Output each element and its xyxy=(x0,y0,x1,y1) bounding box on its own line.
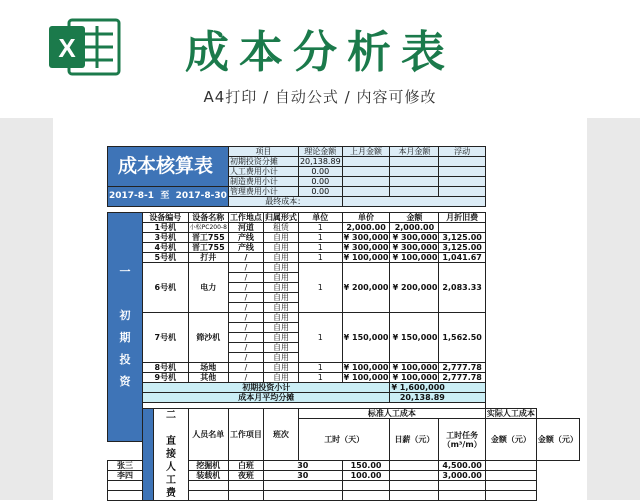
equip-unit[interactable]: 1 xyxy=(298,243,342,253)
equip-price[interactable]: 2,000.00 xyxy=(342,223,390,233)
equip-place[interactable]: / xyxy=(228,263,263,273)
equip-no[interactable]: 3号机 xyxy=(143,233,189,243)
staff-actual[interactable] xyxy=(485,481,536,491)
staff-shift[interactable] xyxy=(228,491,263,501)
equip-unit[interactable]: 1 xyxy=(298,373,342,383)
summary-this[interactable] xyxy=(390,177,439,187)
staff-name[interactable] xyxy=(108,481,143,491)
col-staff: 人员名单 xyxy=(188,409,228,461)
equip-form[interactable]: 自用 xyxy=(263,293,298,303)
equip-form[interactable]: 自用 xyxy=(263,273,298,283)
summary-float[interactable] xyxy=(439,157,485,167)
equip-no[interactable]: 4号机 xyxy=(143,243,189,253)
equip-dep[interactable]: 3,125.00 xyxy=(439,233,485,243)
equip-form[interactable]: 自用 xyxy=(263,323,298,333)
summary-amount[interactable]: 20,138.89 xyxy=(299,157,341,166)
equip-place[interactable]: 河道 xyxy=(228,223,263,233)
summary-this[interactable] xyxy=(390,167,439,177)
staff-wage[interactable]: 100.00 xyxy=(342,471,390,481)
col-amount: 金额 xyxy=(390,213,439,223)
staff-wage[interactable] xyxy=(342,491,390,501)
equip-dep[interactable]: 3,125.00 xyxy=(439,243,485,253)
summary-title: 成本核算表 xyxy=(108,147,229,187)
equip-form[interactable]: 自用 xyxy=(263,313,298,323)
staff-actual[interactable] xyxy=(485,461,536,471)
equip-place[interactable]: / xyxy=(228,353,263,363)
equip-no[interactable]: 5号机 xyxy=(143,253,189,263)
col-work-item: 工作项目 xyxy=(228,409,263,461)
monthly-share-label: 成本月平均分摊 xyxy=(143,393,390,403)
summary-col-theory: 理论金额 xyxy=(298,147,342,157)
col-place: 工作地点 xyxy=(229,213,262,222)
col-form: 归属形式 xyxy=(264,213,297,222)
staff-wage[interactable] xyxy=(342,481,390,491)
std-labor-header: 标准人工成本 xyxy=(298,409,485,419)
summary-amount[interactable]: 0.00 xyxy=(298,187,342,197)
staff-amount[interactable]: 3,000.00 xyxy=(439,471,485,481)
staff-name[interactable]: 李四 xyxy=(108,471,143,481)
equip-form[interactable]: 自用 xyxy=(263,353,298,363)
subtotal-value[interactable]: ¥ 1,600,000 xyxy=(390,383,485,393)
section2-label-text: 二 直 接 人 工 费 xyxy=(154,409,188,501)
final-cost-value[interactable] xyxy=(342,197,485,207)
equip-place[interactable]: / xyxy=(228,333,263,343)
svg-text:X: X xyxy=(58,33,76,63)
equip-place[interactable]: / xyxy=(228,283,263,293)
equip-name[interactable]: 小松PC200-8 xyxy=(189,224,227,231)
equip-unit[interactable]: 1 xyxy=(298,253,342,263)
equip-name[interactable]: 场地 xyxy=(188,363,228,373)
equip-place[interactable]: / xyxy=(228,273,263,283)
summary-last[interactable] xyxy=(342,177,390,187)
staff-task[interactable] xyxy=(390,481,439,491)
staff-item[interactable] xyxy=(188,491,228,501)
staff-amount[interactable]: 4,500.00 xyxy=(439,461,485,471)
equip-no[interactable]: 6号机 xyxy=(143,263,189,313)
equip-place[interactable]: / xyxy=(228,293,263,303)
equip-unit[interactable]: 1 xyxy=(298,223,342,233)
equip-unit[interactable]: 1 xyxy=(298,313,342,363)
equip-form[interactable]: 自用 xyxy=(263,333,298,343)
col-depreciation: 月折旧费 xyxy=(439,213,485,223)
equip-place[interactable]: / xyxy=(228,323,263,333)
equip-name[interactable]: 电力 xyxy=(188,263,228,313)
equip-place[interactable]: / xyxy=(228,253,263,263)
staff-item[interactable]: 挖掘机 xyxy=(188,461,228,471)
summary-item[interactable]: 制造费用小计 xyxy=(228,177,298,187)
equip-amount[interactable]: ¥ 100,000 xyxy=(390,363,439,373)
col-hours: 工时（天） xyxy=(298,419,390,461)
col-equip-name: 设备名称 xyxy=(188,213,228,223)
equip-amount[interactable]: ¥ 300,000 xyxy=(390,243,439,253)
equip-price[interactable]: ¥ 100,000 xyxy=(343,363,389,372)
equip-price[interactable]: ¥ 300,000 xyxy=(343,243,389,252)
page-title: 成本分析表 xyxy=(185,27,455,78)
equip-place[interactable]: / xyxy=(228,373,263,383)
equip-price[interactable]: ¥ 150,000 xyxy=(342,313,390,363)
equip-amount[interactable]: ¥ 100,000 xyxy=(390,373,439,383)
monthly-share-value[interactable]: 20,138.89 xyxy=(390,393,485,403)
staff-name[interactable] xyxy=(108,491,143,501)
subtotal-label: 初期投资小计 xyxy=(143,383,390,393)
summary-col-item: 项目 xyxy=(228,147,298,157)
summary-item[interactable]: 管理费用小计 xyxy=(228,187,298,197)
equip-place[interactable]: / xyxy=(228,343,263,353)
summary-amount[interactable]: 0.00 xyxy=(298,167,342,177)
col-price: 单价 xyxy=(342,213,390,223)
equip-form[interactable]: 自用 xyxy=(263,233,298,243)
summary-col-last: 上月金额 xyxy=(342,147,390,157)
staff-shift[interactable] xyxy=(228,481,263,491)
summary-col-float: 浮动 xyxy=(439,147,485,157)
col-equip-no: 设备编号 xyxy=(143,213,189,223)
equip-no[interactable]: 8号机 xyxy=(143,363,189,373)
staff-actual[interactable] xyxy=(485,491,536,501)
equip-unit[interactable]: 1 xyxy=(298,363,342,373)
summary-last[interactable] xyxy=(342,157,390,167)
section1-label: 一 初 期 投 资 xyxy=(108,213,143,442)
page-subtitle: A4打印 / 自动公式 / 内容可修改 xyxy=(203,88,437,106)
equip-name[interactable]: 打井 xyxy=(188,253,228,263)
equip-amount[interactable]: ¥ 100,000 xyxy=(390,253,439,263)
staff-name[interactable]: 张三 xyxy=(108,461,143,471)
banner xyxy=(0,0,640,118)
cost-table xyxy=(107,146,580,501)
equip-amount[interactable]: ¥ 150,000 xyxy=(390,313,439,363)
section2-label xyxy=(143,409,154,501)
equip-name[interactable]: 筛沙机 xyxy=(188,313,228,363)
summary-item[interactable]: 初期投资分摊 xyxy=(228,157,298,167)
col-shift: 班次 xyxy=(263,409,298,461)
equip-place[interactable]: / xyxy=(228,313,263,323)
staff-amount[interactable] xyxy=(439,491,485,501)
actual-labor-header: 实际人工成本 xyxy=(486,409,535,418)
equip-name[interactable]: 其他 xyxy=(188,373,228,383)
summary-amount[interactable]: 0.00 xyxy=(298,177,342,187)
staff-task[interactable] xyxy=(390,461,439,471)
staff-item[interactable]: 装载机 xyxy=(188,471,228,481)
staff-hours[interactable] xyxy=(263,481,342,491)
date-range: 2017-8-1 至 2017-8-30 xyxy=(108,187,229,207)
equip-amount[interactable]: ¥ 200,000 xyxy=(390,263,439,313)
equip-place[interactable]: 产线 xyxy=(228,233,263,243)
equip-price[interactable]: ¥ 100,000 xyxy=(343,253,389,262)
equip-dep[interactable]: 1,041.67 xyxy=(439,253,485,263)
equip-form[interactable]: 自用 xyxy=(263,343,298,353)
equip-form[interactable]: 自用 xyxy=(263,263,298,273)
staff-actual[interactable] xyxy=(485,471,536,481)
equip-price[interactable]: ¥ 200,000 xyxy=(342,263,390,313)
staff-item[interactable] xyxy=(188,481,228,491)
staff-amount[interactable] xyxy=(439,481,485,491)
equip-name[interactable]: 晋工755 xyxy=(188,233,228,243)
spreadsheet xyxy=(107,146,578,500)
equip-dep[interactable] xyxy=(439,223,485,233)
final-cost-label: 最终成本： xyxy=(228,197,342,207)
staff-hours[interactable] xyxy=(263,491,342,501)
summary-item[interactable]: 人工费用小计 xyxy=(228,167,298,177)
equip-unit[interactable]: 1 xyxy=(298,233,342,243)
staff-shift[interactable]: 白班 xyxy=(228,461,263,471)
staff-hours[interactable]: 30 xyxy=(263,461,342,471)
equip-form[interactable]: 自用 xyxy=(263,373,298,383)
staff-wage[interactable]: 150.00 xyxy=(342,461,390,471)
equip-form[interactable]: 自用 xyxy=(263,253,298,263)
equip-form[interactable]: 自用 xyxy=(263,283,298,293)
staff-task[interactable] xyxy=(390,491,439,501)
summary-float[interactable] xyxy=(439,177,485,187)
equip-dep[interactable]: 2,777.78 xyxy=(439,373,485,383)
staff-hours[interactable]: 30 xyxy=(263,471,342,481)
summary-last[interactable] xyxy=(342,187,390,197)
summary-last[interactable] xyxy=(342,167,390,177)
equip-dep[interactable]: 2,777.78 xyxy=(439,363,485,373)
summary-col-this: 本月金额 xyxy=(390,147,439,157)
equip-amount[interactable]: ¥ 300,000 xyxy=(390,233,439,243)
equip-no[interactable]: 1号机 xyxy=(143,223,189,233)
equip-dep[interactable]: 2,083.33 xyxy=(439,263,485,313)
col-wage: 日薪（元） xyxy=(390,419,439,461)
equip-no[interactable]: 7号机 xyxy=(143,313,189,363)
summary-this[interactable] xyxy=(390,187,439,197)
summary-this[interactable] xyxy=(390,157,439,167)
equip-price[interactable]: ¥ 100,000 xyxy=(343,373,389,382)
equip-dep[interactable]: 1,562.50 xyxy=(439,313,485,363)
equip-no[interactable]: 9号机 xyxy=(143,373,189,383)
col-std-amount: 金额（元） xyxy=(485,419,536,461)
col-unit: 单位 xyxy=(298,213,342,223)
equip-place[interactable]: / xyxy=(228,363,263,373)
equip-form[interactable]: 租赁 xyxy=(263,223,298,233)
staff-shift[interactable]: 夜班 xyxy=(228,471,263,481)
equip-amount[interactable]: 2,000.00 xyxy=(390,223,439,233)
staff-task[interactable] xyxy=(390,471,439,481)
equip-place[interactable]: / xyxy=(228,303,263,313)
equip-form[interactable]: 自用 xyxy=(263,303,298,313)
equip-form[interactable]: 自用 xyxy=(263,363,298,373)
equip-name[interactable]: 晋工755 xyxy=(188,243,228,253)
col-actual-amount: 金额（元） xyxy=(536,419,579,461)
equip-form[interactable]: 自用 xyxy=(263,243,298,253)
col-task: 工时任务（m³/m） xyxy=(439,419,485,461)
summary-float[interactable] xyxy=(439,167,485,177)
equip-place[interactable]: 产线 xyxy=(228,243,263,253)
summary-float[interactable] xyxy=(439,187,485,197)
equip-unit[interactable]: 1 xyxy=(298,263,342,313)
equip-price[interactable]: ¥ 300,000 xyxy=(343,233,389,242)
